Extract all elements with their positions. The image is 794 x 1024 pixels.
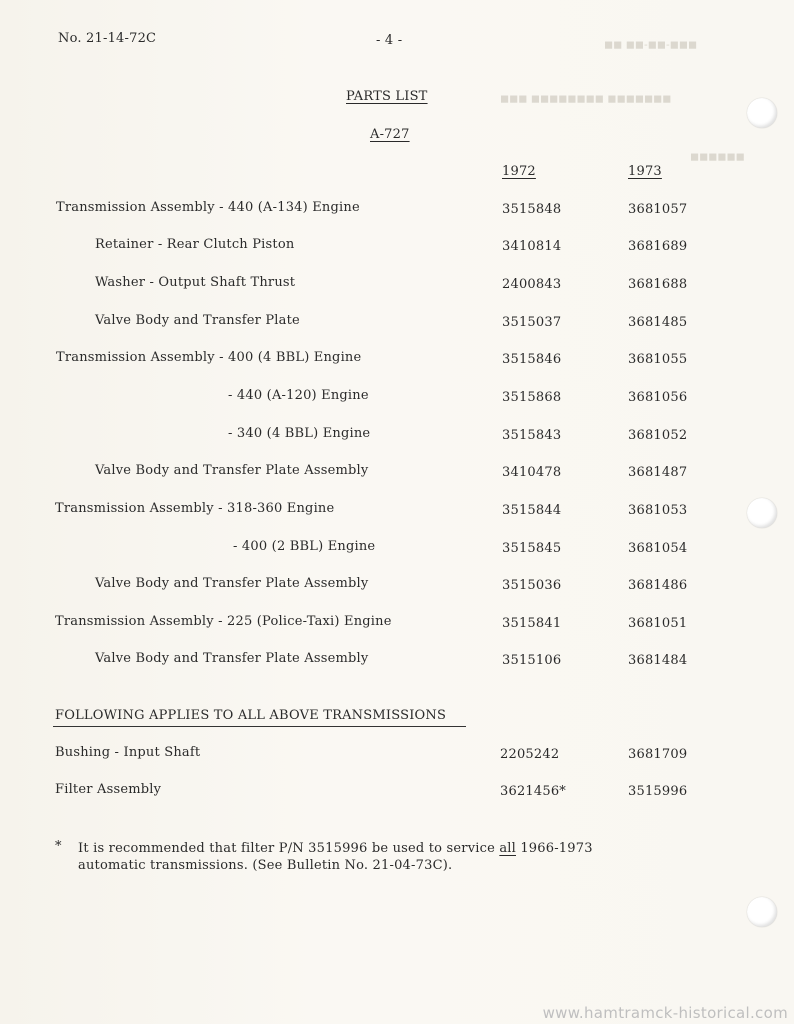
part-number-1973: 3681057 xyxy=(628,202,688,217)
part-number-1973: 3681056 xyxy=(628,390,688,405)
part-number-1972: 3515848 xyxy=(502,202,562,217)
footnote-line-2: automatic transmissions. (See Bulletin No. 21-04-73C). xyxy=(78,858,453,873)
part-number-1972: 3515844 xyxy=(502,503,562,518)
part-number-1973: 3681709 xyxy=(628,747,688,762)
part-number-1972: 3410814 xyxy=(502,239,562,254)
punch-hole xyxy=(747,498,777,528)
bleed-through-text: ◼◼ ◼◼-◼◼-◼◼◼ xyxy=(604,38,698,51)
bleed-through-text: ◼◼◼◼◼◼ xyxy=(690,150,745,163)
part-description: - 400 (2 BBL) Engine xyxy=(233,539,376,554)
bulletin-number: No. 21-14-72C xyxy=(58,31,157,46)
part-description: Filter Assembly xyxy=(55,782,162,797)
part-description: - 340 (4 BBL) Engine xyxy=(228,426,371,441)
punch-hole xyxy=(747,98,777,128)
page-title: PARTS LIST xyxy=(346,89,428,104)
part-number-1972: 3515843 xyxy=(502,428,562,443)
part-number-1972: 3515037 xyxy=(502,315,562,330)
footnote-marker: * xyxy=(55,839,62,854)
part-number-1973: 3681052 xyxy=(628,428,688,443)
bleed-through-text: ◼◼◼ ◼◼◼◼◼◼◼◼ ◼◼◼◼◼◼◼ xyxy=(500,92,672,105)
part-description: - 440 (A-120) Engine xyxy=(228,388,369,403)
part-number-1972: 3515845 xyxy=(502,541,562,556)
part-number-1972: 3410478 xyxy=(502,465,562,480)
part-number-1972: 3515841 xyxy=(502,616,562,631)
part-description: Valve Body and Transfer Plate Assembly xyxy=(95,576,369,591)
section-heading-underline xyxy=(53,726,466,727)
part-number-1973: 3681688 xyxy=(628,277,688,292)
part-number-1972: 3515036 xyxy=(502,578,562,593)
part-description: Transmission Assembly - 440 (A-134) Engine xyxy=(56,200,360,215)
footnote-text: 1966-1973 xyxy=(516,841,593,856)
part-number-1972: 2205242 xyxy=(500,747,560,762)
part-number-1973: 3681051 xyxy=(628,616,688,631)
part-number-1973: 3681487 xyxy=(628,465,688,480)
part-number-1973: 3681054 xyxy=(628,541,688,556)
part-number-1972: 3621456* xyxy=(500,784,566,799)
section-heading: FOLLOWING APPLIES TO ALL ABOVE TRANSMISSIONS xyxy=(55,708,447,723)
part-description: Transmission Assembly - 318-360 Engine xyxy=(55,501,335,516)
page-subtitle: A-727 xyxy=(370,127,410,142)
part-number-1972: 3515868 xyxy=(502,390,562,405)
part-description: Transmission Assembly - 225 (Police-Taxi) Engine xyxy=(55,614,392,629)
part-number-1972: 3515106 xyxy=(502,653,562,668)
column-header-1973: 1973 xyxy=(628,164,662,179)
part-description: Washer - Output Shaft Thrust xyxy=(95,275,296,290)
part-description: Bushing - Input Shaft xyxy=(55,745,201,760)
part-number-1973: 3681055 xyxy=(628,352,688,367)
column-header-1972: 1972 xyxy=(502,164,536,179)
part-number-1973: 3681486 xyxy=(628,578,688,593)
footnote-text: It is recommended that filter P/N 3515996 be used to service xyxy=(78,841,500,856)
part-number-1973: 3681485 xyxy=(628,315,688,330)
part-number-1973: 3515996 xyxy=(628,784,688,799)
page-number: - 4 - xyxy=(376,33,403,48)
part-number-1973: 3681484 xyxy=(628,653,688,668)
part-description: Valve Body and Transfer Plate xyxy=(95,313,300,328)
part-description: Valve Body and Transfer Plate Assembly xyxy=(95,651,369,666)
part-number-1973: 3681053 xyxy=(628,503,688,518)
part-number-1973: 3681689 xyxy=(628,239,688,254)
part-description: Transmission Assembly - 400 (4 BBL) Engine xyxy=(56,350,362,365)
part-description: Valve Body and Transfer Plate Assembly xyxy=(95,463,369,478)
site-watermark: www.hamtramck-historical.com xyxy=(542,1004,788,1022)
part-number-1972: 3515846 xyxy=(502,352,562,367)
punch-hole xyxy=(747,897,777,927)
footnote-line-1 xyxy=(78,841,593,856)
part-number-1972: 2400843 xyxy=(502,277,562,292)
part-description: Retainer - Rear Clutch Piston xyxy=(95,237,295,252)
footnote-emphasis: all xyxy=(499,841,516,856)
